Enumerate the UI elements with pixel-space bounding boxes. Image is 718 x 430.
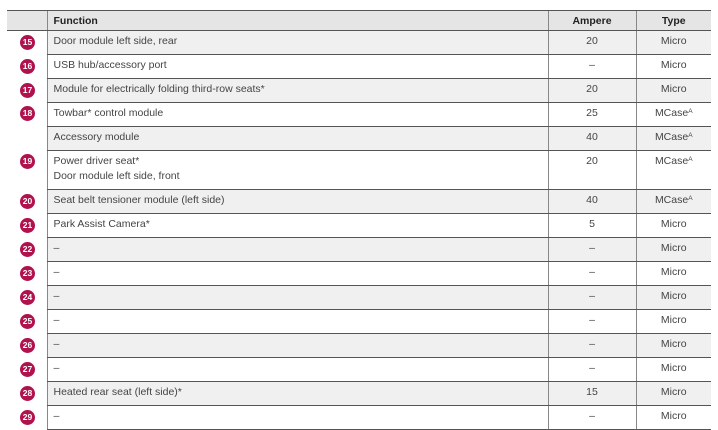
type-text: MCase (654, 107, 689, 119)
fuse-number-badge: 23 (20, 266, 35, 281)
table-row (7, 406, 711, 430)
table-row (7, 238, 711, 262)
type-superscript: A (688, 108, 693, 115)
type-text: Micro (660, 218, 687, 230)
type-text: Micro (660, 338, 687, 350)
function-line: Power driver seat* (53, 155, 140, 167)
fuse-number-badge: 19 (20, 154, 35, 169)
ampere-cell: – (548, 238, 636, 262)
fuse-number-badge: 25 (20, 314, 35, 329)
header-function: Function (47, 11, 548, 31)
ampere-cell: 20 (548, 31, 636, 55)
table-row (7, 190, 711, 214)
fuse-number-badge: 22 (20, 242, 35, 257)
ampere-cell: – (548, 55, 636, 79)
function-cell: – (47, 334, 548, 358)
ampere-cell: – (548, 358, 636, 382)
type-cell (636, 103, 711, 127)
ampere-cell: – (548, 406, 636, 430)
function-cell: Heated rear seat (left side)* (47, 382, 548, 406)
fuse-table (7, 10, 711, 430)
table-row (7, 79, 711, 103)
function-line: Door module left side, front (53, 170, 180, 182)
type-cell (636, 406, 711, 430)
table-row (7, 151, 711, 190)
function-cell: – (47, 406, 548, 430)
ampere-cell: 20 (548, 79, 636, 103)
type-text: MCase (654, 155, 689, 167)
ampere-cell: 40 (548, 190, 636, 214)
fuse-number-badge: 18 (20, 106, 35, 121)
type-text: Micro (660, 362, 687, 374)
function-cell: Door module left side, rear (47, 31, 548, 55)
function-cell: Accessory module (47, 127, 548, 151)
ampere-cell: – (548, 310, 636, 334)
table-row (7, 262, 711, 286)
type-text: Micro (660, 410, 687, 422)
type-cell (636, 190, 711, 214)
table-row (7, 127, 711, 151)
table-row (7, 55, 711, 79)
type-superscript: A (688, 156, 693, 163)
type-text: Micro (660, 266, 687, 278)
ampere-cell: 5 (548, 214, 636, 238)
fuse-number-badge: 29 (20, 410, 35, 425)
function-cell: – (47, 238, 548, 262)
table-row (7, 103, 711, 127)
type-text: Micro (660, 386, 687, 398)
ampere-cell: – (548, 334, 636, 358)
type-text: MCase (654, 194, 689, 206)
type-text: MCase (654, 131, 689, 143)
table-row (7, 358, 711, 382)
type-cell (636, 79, 711, 103)
header-number (7, 11, 47, 31)
type-cell (636, 127, 711, 151)
header-ampere: Ampere (548, 11, 636, 31)
type-superscript: A (688, 132, 693, 139)
table-row (7, 31, 711, 55)
header-type: Type (636, 11, 711, 31)
type-cell (636, 151, 711, 190)
table-row (7, 310, 711, 334)
type-cell (636, 55, 711, 79)
function-cell: – (47, 310, 548, 334)
ampere-cell: 15 (548, 382, 636, 406)
ampere-cell: 20 (548, 151, 636, 190)
type-text: Micro (660, 290, 687, 302)
table-row (7, 214, 711, 238)
type-text: Micro (660, 59, 687, 71)
type-text: Micro (660, 314, 687, 326)
type-text: Micro (660, 242, 687, 254)
function-cell: USB hub/accessory port (47, 55, 548, 79)
fuse-number-badge: 20 (20, 194, 35, 209)
header-row (7, 11, 711, 31)
table-row (7, 334, 711, 358)
type-cell (636, 214, 711, 238)
fuse-number-badge: 17 (20, 83, 35, 98)
fuse-number-badge: 21 (20, 218, 35, 233)
function-cell: – (47, 286, 548, 310)
type-cell (636, 334, 711, 358)
ampere-cell: – (548, 262, 636, 286)
type-cell (636, 238, 711, 262)
type-cell (636, 358, 711, 382)
ampere-cell: – (548, 286, 636, 310)
function-cell: – (47, 358, 548, 382)
fuse-number-badge: 28 (20, 386, 35, 401)
ampere-cell: 40 (548, 127, 636, 151)
table-row (7, 286, 711, 310)
fuse-number-badge: 26 (20, 338, 35, 353)
function-cell: Towbar* control module (47, 103, 548, 127)
function-cell: Seat belt tensioner module (left side) (47, 190, 548, 214)
type-cell (636, 262, 711, 286)
type-cell (636, 286, 711, 310)
function-cell: Park Assist Camera* (47, 214, 548, 238)
table-row (7, 382, 711, 406)
type-cell (636, 382, 711, 406)
function-cell: – (47, 262, 548, 286)
function-cell: Module for electrically folding third-row seats* (47, 79, 548, 103)
fuse-number-badge: 15 (20, 35, 35, 50)
fuse-number-badge: 16 (20, 59, 35, 74)
type-cell (636, 31, 711, 55)
type-text: Micro (660, 35, 687, 47)
function-cell (47, 151, 548, 190)
type-text: Micro (660, 83, 687, 95)
type-superscript: A (688, 195, 693, 202)
fuse-number-badge: 24 (20, 290, 35, 305)
ampere-cell: 25 (548, 103, 636, 127)
type-cell (636, 310, 711, 334)
fuse-number-badge: 27 (20, 362, 35, 377)
